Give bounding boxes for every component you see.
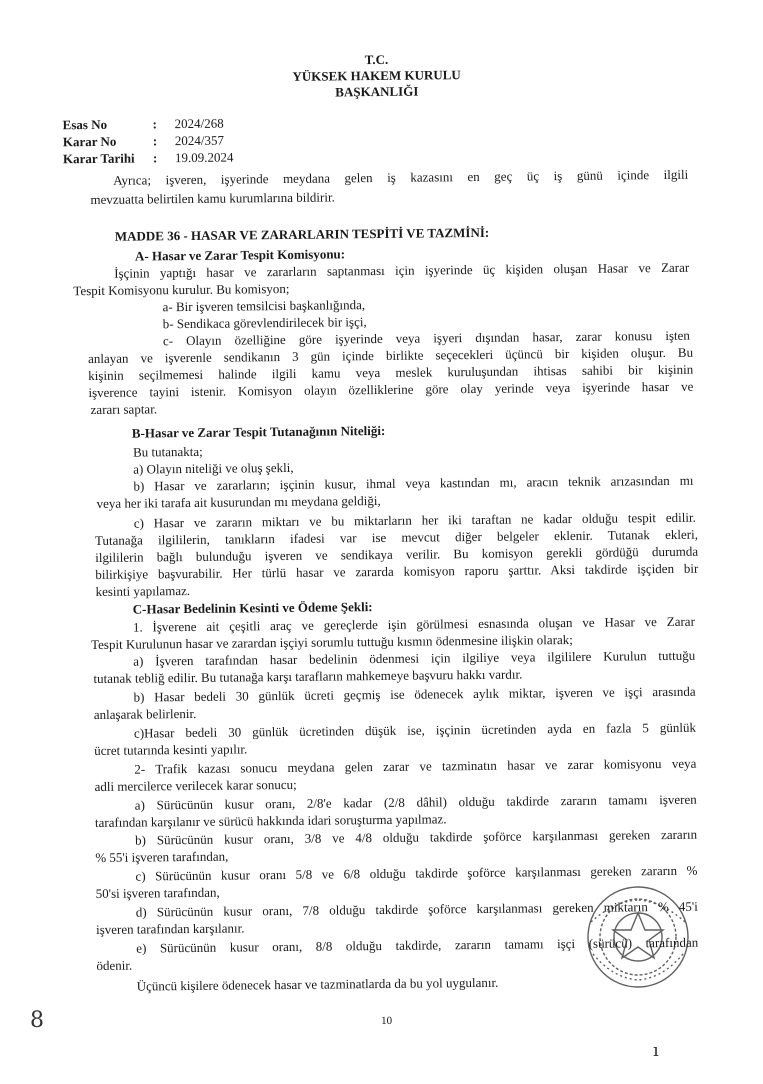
esas-label: Esas No <box>62 116 108 133</box>
section-a-line: c- Olayın özelliğine göre işyerinde veya işyeri dışından hasar, zarar konusu işten <box>162 327 690 349</box>
section-b-line: Bu tutanakta; <box>132 443 203 460</box>
section-b-line: ilgililerin bağlı bulunduğu işveren ve sendikaya verilir. Bu komisyon gerekli gördüğü durumda <box>95 543 699 565</box>
esas-row <box>63 116 224 134</box>
section-a-line: Tespit Komisyonu kurulur. Bu komisyon; <box>73 280 290 299</box>
tarih-separator: : <box>152 150 158 166</box>
section-a-line: zararı saptar. <box>90 401 158 418</box>
section-b-line: c) Hasar ve zararın miktarı ve bu miktarların her iki taraftan ne kadar olduğu tespit edilir. <box>133 509 696 531</box>
section-c-line: 50'si işveren tarafından, <box>95 884 220 901</box>
tarih-value: 19.09.2024 <box>174 149 234 166</box>
section-c-line: anlaşarak belirlenir. <box>93 705 197 723</box>
tarih-label: Karar Tarihi <box>62 150 135 167</box>
section-b-line: Tutanağa ilgililerin, tanıkların ifadesi var ise mevcut diğer belgeler eklenir. Tutanak ekleri, <box>94 526 699 548</box>
section-c-line: Tespit Kurulunun hasar ve zarardan işçiyi sorumlu tuttuğu kısmın ödenmesine ilişkin olarak; <box>91 631 573 653</box>
section-c-title: C-Hasar Bedelinin Kesinti ve Ödeme Şekli: <box>132 599 373 617</box>
intro-line: Ayrıca; işveren, işyerinde meydana gelen iş kazasını en geç üç iş günü içinde ilgili <box>113 166 689 188</box>
section-c-line: b) Sürücünün kusur oranı, 3/8 ve 4/8 olduğu takdirde şoförce karşılanması gereken zararın <box>135 826 698 848</box>
section-c-line: a) Sürücünün kusur oranı, 2/8'e kadar (2/8 dâhil) olduğu takdirde zararın tamamı işveren <box>134 791 697 813</box>
section-c-line: tarafından karşılanır ve sürücü hakkında idari soruşturma yapılmaz. <box>94 811 447 831</box>
section-b-line: veya her iki tarafa ait kusurundan mı meydana geldiği, <box>96 492 381 511</box>
section-c-line: d) Sürücünün kusur oranı, 7/8 olduğu takdirde şoförce karşılanması gereken miktarın % 45'i <box>135 898 698 920</box>
karar-separator: : <box>152 133 158 149</box>
karar-row <box>63 133 224 151</box>
handwritten-tick-mark: ı <box>653 1040 659 1061</box>
header-institution: YÜKSEK HAKEM KURULU <box>292 67 461 84</box>
section-c-line: Üçüncü kişilere ödenecek hasar ve tazminatlarda da bu yol uygulanır. <box>136 974 499 994</box>
karar-label: Karar No <box>62 133 117 150</box>
section-c-line: e) Sürücünün kusur oranı, 8/8 olduğu takdirde, zararın tamamı işçi (sürücü) tarafından <box>136 934 699 956</box>
section-c-line: 2- Trafik kazası sonucu meydana gelen zarar ve tazminatın hasar ve zarar komisyonu veya <box>134 755 697 777</box>
section-b-line: b) Hasar ve zararların; işçinin kusur, ihmal veya kastından mı, aracın teknik arızasından mı <box>133 472 694 494</box>
section-c-line: tutanak tebliğ edilir. Bu tutanağa karşı tarafların mahkemeye başvuru hakkı vardır. <box>93 666 523 687</box>
section-c-line: c) Sürücünün kusur oranı 5/8 ve 6/8 olduğu takdirde şoförce karşılanması gereken zararın % <box>135 862 698 884</box>
tarih-row <box>63 150 234 168</box>
section-c-line: 1. İşverene ait çeşitli araç ve gereçlerde işin görülmesi esnasında oluşan ve Hasar ve Zarar <box>132 613 695 635</box>
esas-separator: : <box>152 116 158 132</box>
karar-value: 2024/357 <box>174 132 225 149</box>
esas-value: 2024/268 <box>174 115 224 132</box>
section-a-line: İşçinin yaptığı hasar ve zararların saptanması için işyerinde üç kişiden oluşan Hasar ve Zarar <box>114 259 690 281</box>
section-b-title: B-Hasar ve Zarar Tespit Tutanağının Niteliği: <box>131 422 386 441</box>
section-c-line: adli mercilerce verilecek karar sonucu; <box>94 776 297 795</box>
section-a-line: b- Sendikaca görevlendirilecek bir işçi, <box>162 314 367 332</box>
section-a-line: anlayan ve işverenle sendikanın 3 gün içinde birlikte seçecekleri üçüncü bir kişiden oluşur. Bu <box>88 344 694 367</box>
section-b-line: a) Olayın niteliği ve oluş şekli, <box>133 459 294 477</box>
header-office: BAŞKANLIĞI <box>335 83 419 100</box>
intro-line: mevzuatta belirtilen kamu kurumlarına bildirir. <box>90 189 335 208</box>
header-tc: T.C. <box>364 51 389 68</box>
page-number: 10 <box>380 1014 393 1028</box>
official-seal-stamp <box>583 882 693 992</box>
section-c-line: a) İşveren tarafından hasar bedelinin ödenmesi için ilgiliye veya ilgililere Kurulun tuttuğu <box>133 647 696 669</box>
section-b-line: kesinti yapılamaz. <box>95 582 191 599</box>
section-a-line: kişinin seçilmemesi halinde ilgili kamu veya meslek kuruluşundan ihtisas sahibi bir kişinin <box>88 361 694 384</box>
section-b-line: bilirkişiye başvurabilir. Her türlü hasar ve zararda komisyon raporu şarttır. Aksi takdirde işçiden bir <box>95 560 699 582</box>
section-c-line: c)Hasar bedeli 30 günlük ücretinden düşük ise, işçinin ücretinden ayda en fazla 5 günlük <box>133 719 697 741</box>
section-a-line: a- Bir işveren temsilcisi başkanlığında, <box>162 297 366 315</box>
madde-title: MADDE 36 - HASAR VE ZARARLARIN TESPİTİ VE TAZMİNİ: <box>114 224 490 244</box>
section-c-line: işveren tarafından karşılanır. <box>95 920 245 937</box>
section-c-line: ücret tutarında kesinti yapılır. <box>94 741 248 759</box>
section-a-line: işverence tayini istenir. Komisyon olayın özelliklerine göre olay yerinde veya işyerinde hasar ve <box>88 378 694 401</box>
section-c-line: ödenir. <box>96 957 133 973</box>
handwritten-initial-mark: 8 <box>30 1008 44 1033</box>
section-c-line: b) Hasar bedeli 30 günlük ücreti geçmiş ise ödenecek aylık miktar, işveren ve işçi arasında <box>133 683 696 705</box>
section-c-line: % 55'i işveren tarafından, <box>95 848 229 865</box>
section-a-title: A- Hasar ve Zarar Tespit Komisyonu: <box>134 246 346 264</box>
